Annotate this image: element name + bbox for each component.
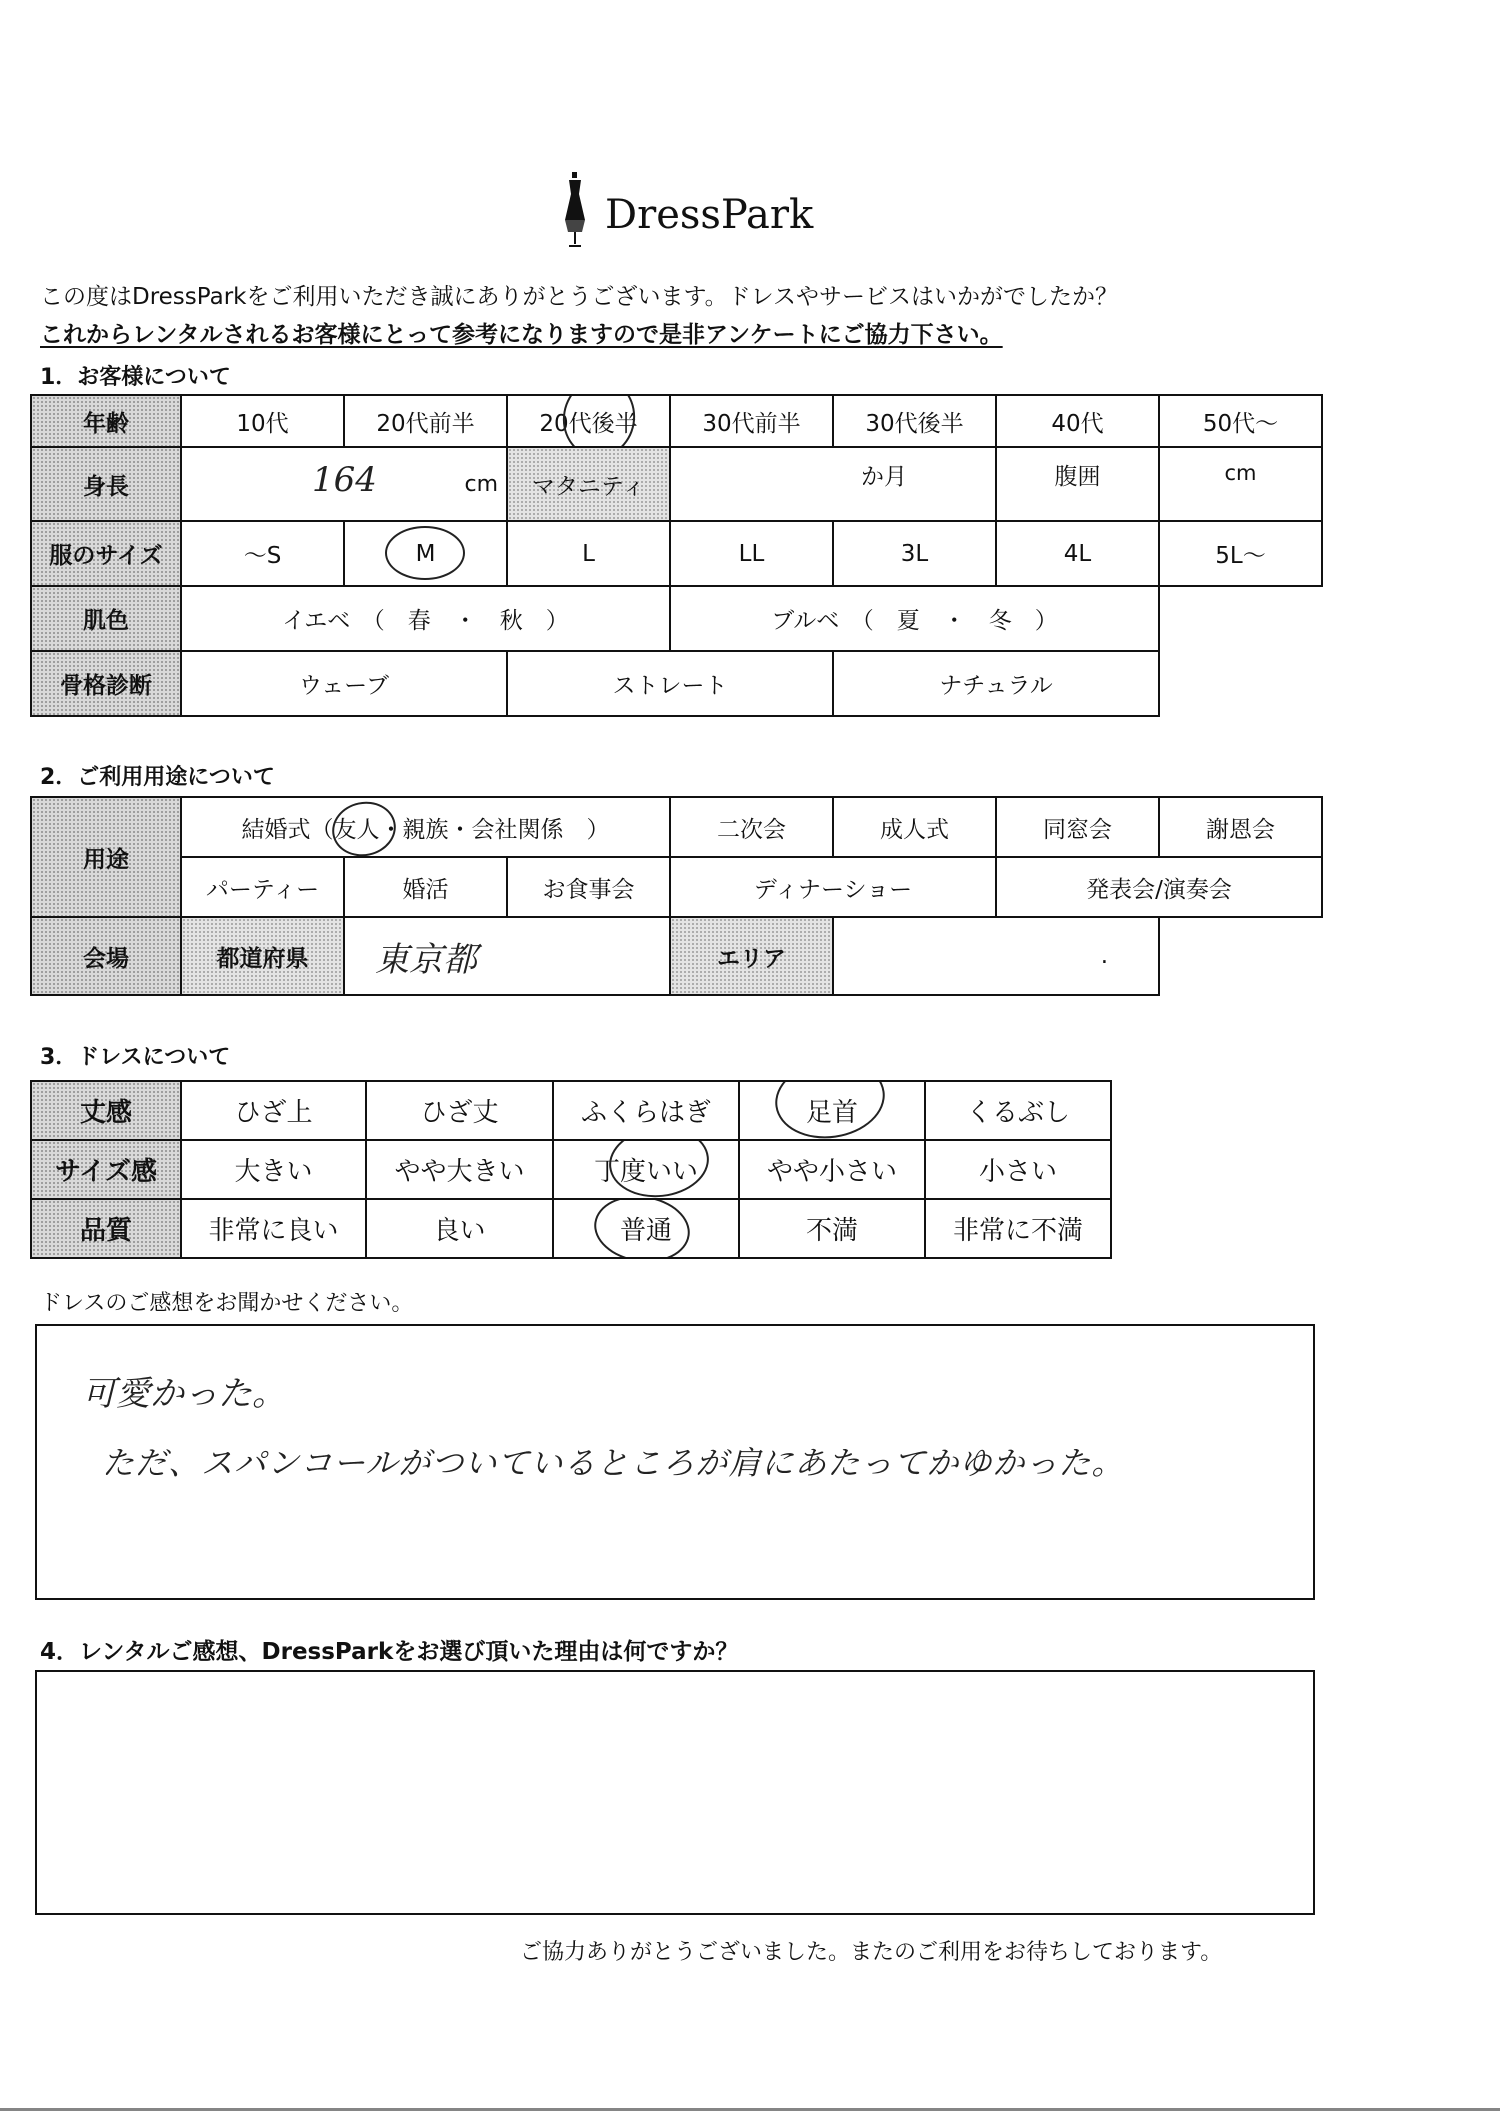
length-option-selected[interactable] bbox=[739, 1081, 925, 1140]
quality-row bbox=[31, 1199, 1111, 1258]
empty-cell bbox=[1159, 586, 1322, 651]
skin-blue[interactable]: ブルベ （ 夏 ・ 冬 ） bbox=[670, 586, 1159, 651]
prefecture-value[interactable] bbox=[344, 917, 670, 995]
wedding-friend: 友人 bbox=[333, 816, 380, 843]
age-option[interactable]: 30代前半 bbox=[670, 395, 833, 447]
size-row bbox=[31, 521, 1322, 586]
purpose-option[interactable]: 同窓会 bbox=[996, 797, 1159, 857]
comment-line: 可愛かった。 bbox=[82, 1374, 286, 1414]
footer-thanks: ご協力ありがとうございました。またのご利用をお待ちしております。 bbox=[520, 1940, 1223, 1965]
age-option[interactable]: 20代前半 bbox=[344, 395, 507, 447]
waist-field[interactable] bbox=[1159, 447, 1322, 521]
size-option[interactable]: LL bbox=[670, 521, 833, 586]
customer-table bbox=[30, 394, 1323, 717]
waist-unit: cm bbox=[1224, 461, 1257, 485]
quality-option[interactable]: 非常に不満 bbox=[925, 1199, 1111, 1258]
age-label: 年齢 bbox=[31, 395, 181, 447]
fit-row bbox=[31, 1140, 1111, 1199]
purpose-option[interactable]: 発表会/演奏会 bbox=[996, 857, 1322, 917]
skin-yellow[interactable]: イエベ （ 春 ・ 秋 ） bbox=[181, 586, 670, 651]
section1-title: 1．お客様について bbox=[40, 365, 231, 390]
age-option[interactable]: 30代後半 bbox=[833, 395, 996, 447]
length-option[interactable]: ひざ上 bbox=[181, 1081, 366, 1140]
purpose-row-2 bbox=[31, 857, 1322, 917]
maternity-months[interactable] bbox=[670, 447, 996, 521]
frame-row bbox=[31, 651, 1322, 716]
height-value: 164 bbox=[312, 460, 377, 500]
purpose-option[interactable]: パーティー bbox=[181, 857, 344, 917]
fit-option[interactable]: やや大きい bbox=[366, 1140, 553, 1199]
purpose-option[interactable]: 二次会 bbox=[670, 797, 833, 857]
skin-label: 肌色 bbox=[31, 586, 181, 651]
height-label: 身長 bbox=[31, 447, 181, 521]
purpose-option[interactable]: お食事会 bbox=[507, 857, 670, 917]
frame-option[interactable]: ストレート bbox=[507, 651, 833, 716]
age-option[interactable]: 10代 bbox=[181, 395, 344, 447]
length-option-label: 足首 bbox=[805, 1098, 858, 1128]
wedding-rest: ・親族・会社関係 ） bbox=[379, 816, 610, 843]
dress-comment-box[interactable] bbox=[35, 1324, 1315, 1600]
dress-icon bbox=[555, 172, 595, 252]
length-option[interactable]: くるぶし bbox=[925, 1081, 1111, 1140]
scan-edge-line bbox=[0, 2108, 1500, 2111]
age-option-label: 20代後半 bbox=[539, 410, 638, 437]
quality-label: 品質 bbox=[31, 1199, 181, 1258]
section3-title: 3．ドレスについて bbox=[40, 1045, 231, 1070]
age-option[interactable]: 40代 bbox=[996, 395, 1159, 447]
dress-table bbox=[30, 1080, 1112, 1259]
frame-option[interactable]: ウェーブ bbox=[181, 651, 507, 716]
age-option-selected[interactable] bbox=[507, 395, 670, 447]
wedding-option[interactable] bbox=[181, 797, 670, 857]
fit-option[interactable]: やや小さい bbox=[739, 1140, 925, 1199]
length-option[interactable]: ひざ丈 bbox=[366, 1081, 553, 1140]
comment-line: ただ、スパンコールがついているところが肩にあたってかゆかった。 bbox=[102, 1444, 1125, 1482]
fit-option-selected[interactable] bbox=[553, 1140, 739, 1199]
size-option[interactable]: 3L bbox=[833, 521, 996, 586]
dress-comment-prompt: ドレスのご感想をお聞かせください。 bbox=[40, 1291, 414, 1316]
height-field[interactable] bbox=[181, 447, 507, 521]
area-value[interactable] bbox=[833, 917, 1159, 995]
quality-option[interactable]: 不満 bbox=[739, 1199, 925, 1258]
prefecture-label: 都道府県 bbox=[181, 917, 344, 995]
empty-cell bbox=[1159, 651, 1322, 716]
section4-title: 4．レンタルご感想、DressParkをお選び頂いた理由は何ですか？ bbox=[40, 1639, 739, 1665]
area-label: エリア bbox=[670, 917, 833, 995]
height-unit: cm bbox=[464, 472, 498, 497]
venue-label: 会場 bbox=[31, 917, 181, 995]
purpose-label: 用途 bbox=[31, 797, 181, 917]
purpose-option[interactable]: ディナーショー bbox=[670, 857, 996, 917]
fit-label: サイズ感 bbox=[31, 1140, 181, 1199]
fit-option-label: 丁度いい bbox=[593, 1157, 698, 1187]
purpose-row-1 bbox=[31, 797, 1322, 857]
size-option-selected[interactable] bbox=[344, 521, 507, 586]
empty-cell bbox=[1159, 917, 1322, 995]
quality-option-label: 普通 bbox=[619, 1216, 672, 1246]
length-option[interactable]: ふくらはぎ bbox=[553, 1081, 739, 1140]
frame-label: 骨格診断 bbox=[31, 651, 181, 716]
area-value-text: . bbox=[1100, 943, 1108, 969]
maternity-label: マタニティ bbox=[507, 447, 670, 521]
intro-request: これからレンタルされるお客様にとって参考になりますので是非アンケートにご協力下さい。 bbox=[40, 322, 1003, 348]
prefecture-handwritten: 東京都 bbox=[375, 939, 477, 980]
dresspark-logo bbox=[555, 172, 814, 252]
size-option[interactable]: 5L～ bbox=[1159, 521, 1322, 586]
venue-row bbox=[31, 917, 1322, 995]
intro-text: この度はDressParkをご利用いただき誠にありがとうございます。ドレスやサービスはいかがでしたか？ bbox=[40, 284, 1118, 310]
fit-option[interactable]: 小さい bbox=[925, 1140, 1111, 1199]
rental-comment-box[interactable] bbox=[35, 1670, 1315, 1915]
size-option[interactable]: L bbox=[507, 521, 670, 586]
size-option[interactable]: 4L bbox=[996, 521, 1159, 586]
brand-name: DressPark bbox=[605, 192, 814, 238]
purpose-option[interactable]: 婚活 bbox=[344, 857, 507, 917]
age-row bbox=[31, 395, 1322, 447]
size-option-label: M bbox=[415, 540, 436, 567]
age-option[interactable]: 50代～ bbox=[1159, 395, 1322, 447]
length-label: 丈感 bbox=[31, 1081, 181, 1140]
section2-title: 2．ご利用用途について bbox=[40, 765, 275, 790]
frame-option[interactable]: ナチュラル bbox=[833, 651, 1159, 716]
months-unit: か月 bbox=[861, 464, 907, 490]
fit-option[interactable]: 大きい bbox=[181, 1140, 366, 1199]
wedding-prefix: 結婚式（ bbox=[241, 816, 334, 843]
length-row bbox=[31, 1081, 1111, 1140]
purpose-option[interactable]: 成人式 bbox=[833, 797, 996, 857]
waist-label: 腹囲 bbox=[996, 447, 1159, 521]
quality-option[interactable]: 良い bbox=[366, 1199, 553, 1258]
purpose-option[interactable]: 謝恩会 bbox=[1159, 797, 1322, 857]
skin-row bbox=[31, 586, 1322, 651]
quality-option-selected[interactable] bbox=[553, 1199, 739, 1258]
height-row bbox=[31, 447, 1322, 521]
size-label: 服のサイズ bbox=[31, 521, 181, 586]
usage-table bbox=[30, 796, 1323, 996]
size-option[interactable]: ～S bbox=[181, 521, 344, 586]
quality-option[interactable]: 非常に良い bbox=[181, 1199, 366, 1258]
